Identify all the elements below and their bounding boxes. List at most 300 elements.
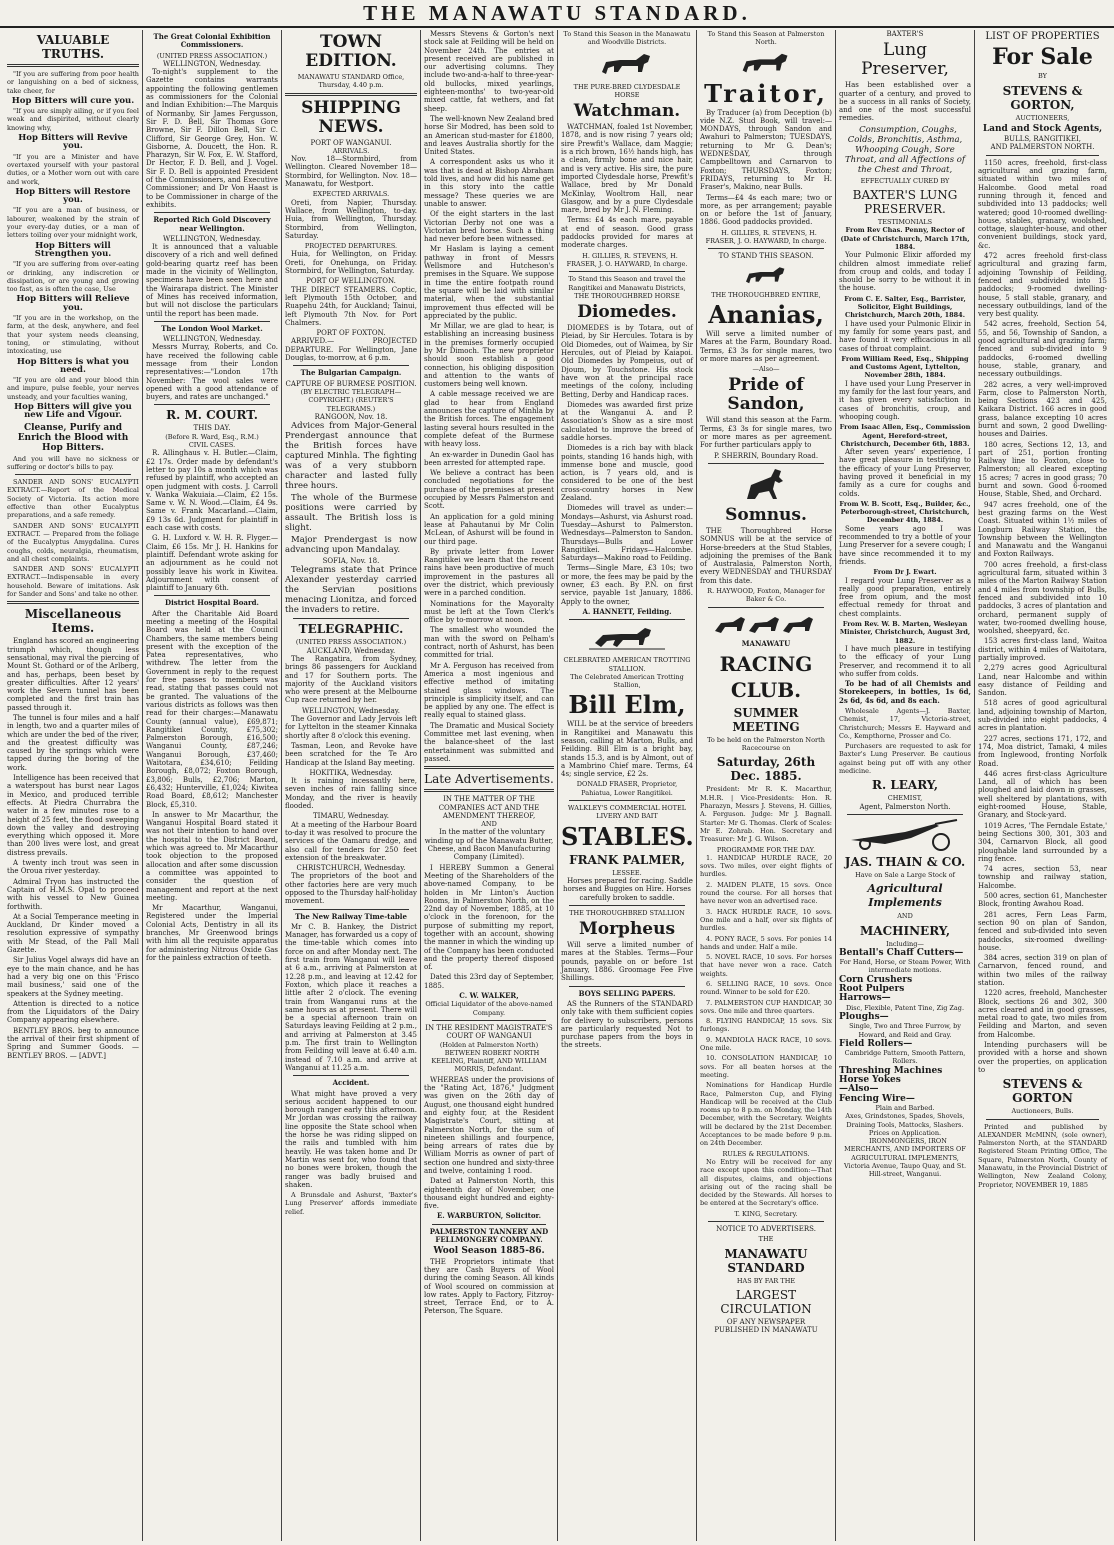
column-7 <box>836 30 975 1541</box>
dateline: RANGOON, Nov. 18. <box>314 412 388 421</box>
divider <box>293 365 409 366</box>
list-item: A twenty inch trout was seen in the Oroua river yesterday. <box>7 859 139 876</box>
ad-text: Terms—£4 4s each mare; two or more, as per arrangement; payable on or before the 1st of January, 1886. Good paddocks provided. <box>700 193 832 227</box>
dateline: HOKITIKA, Wednesday. <box>309 768 393 777</box>
notice-line: THE <box>758 1235 774 1244</box>
cleanse-sub: And you will have no sickness or suffering or doctor's bills to pay. <box>7 454 139 471</box>
article-text: The Governor and Lady Jervois left for Lyttelton in the steamer Kinnaka shortly after 8 o'clock this evening. <box>285 715 417 740</box>
watchman-heading: Watchman. <box>573 101 681 122</box>
list-item: 2. MAIDEN PLATE, 15 sovs. Once round the course. For all horses that have never won an advertised race. <box>700 880 832 906</box>
list-item: "If you are in the workshop, on the farm, at the desk, anywhere, and feel that your system needs cleansing, toning, or stimulating, without intoxicating, use <box>7 314 139 356</box>
article-text: What might have proved a very serious accident happened to our borough ranger early this afternoon. Mr Jordan was crossing the railway line opposite the State school when the horse he was riding slipped on the rails and tumbled with him heavily. He was taken home and Dr Martin was sent for, who found that no bones were broken, though the ranger was badly bruised and shaken. <box>285 1089 417 1189</box>
diomedes-lead: To Stand this Season and travel the Rangitikei and Manawatu Districts, <box>568 275 686 292</box>
list-item: 542 acres, freehold, Section 54, 55, and 56, Township of Sandon, a good agricultural and grazing farm; fenced and sub-divided into 9 paddocks, 6-roomed dwelling house, stable, granary, and necessary outbuildings. <box>978 320 1107 379</box>
notice-company: In the matter of the voluntary winding up of the Manawatu Butter, Cheese, and Bacon Manufacturing Company (Limited). <box>424 828 554 862</box>
subheading: (Before R. Ward, Esq., R.M.) <box>165 432 259 441</box>
list-item: Disc, Flexible, Patent Tine, Zig Zag. <box>845 1003 965 1012</box>
thain-heading: JAS. THAIN & CO. <box>844 854 966 869</box>
list-item: Horse Yokes <box>839 1075 901 1086</box>
article-text: Huia, for Wellington, on Friday. Oreti, for Onehunga, on Friday. Stormbird, for Wellington, Saturday. <box>285 250 417 276</box>
ad-text: Will stand this season at the Farm. Terms, £3 3s for single mares, two or more mares as per agreement. For further particulars apply to <box>700 416 832 450</box>
sold-by: To be had of all Chemists and Storekeepers, in bottles, 1s 6d, 2s 6d, 4s 6d, and 8s each. <box>839 679 971 705</box>
list-item: Hop Bitters will Relieve you. <box>16 294 130 313</box>
article-text: To-night's supplement to the Gazette contains warrants appointing the following gentlemen as commissioners for the Colonial and Indian Exhibition:—The Marquis of Normanby, Sir James Fergusson, Sir F. D. Bell, Sir Thomas Gore Browne, Sir F. Dillon Bell, Sir C. Clifford, Sir George Grey, Hon. W. Gisborne, A. Doucett, the Hon. R. Pharazyn, Sir W. Fox, E. W. Stafford, Dr Hector, F. D. Bell, and J. Vogel. Sir F. D. Bell is appointed President of the Commissioners, and Executive Commissioner; and Dr Von Haast is to be Commissioner in charge of the exhibits. <box>146 68 278 209</box>
tannery-sub: Wool Season 1885-86. <box>433 1246 545 1257</box>
article-text: The well-known New Zealand bred horse Sir Modred, has been sold to an American stud-master for £1800, and leaves Australia shortly for the United States. <box>424 114 554 157</box>
testimonial-text: I have much pleasure in testifying to the efficacy of your Lung Preserver, and recommend it to all who suffer from colds. <box>839 644 971 678</box>
article-text: We believe a contract has been concluded negotiations for the purchase of the premises at present occupied by Messrs Palmerston and Scott. <box>424 469 554 511</box>
ad-signature: A. HANNETT, Feilding. <box>582 606 672 616</box>
list-item: 153 acres first-class land, Waitoa district, within 4 miles of Waitotara, partially improved. <box>978 637 1107 662</box>
article-text: Advices from Major-General Prendergast announce that the British forces have captured Minhla. The fighting was of a very stubborn character and lasted fully three hours. <box>285 421 417 492</box>
divider <box>293 618 409 619</box>
divider <box>986 1119 1099 1120</box>
divider <box>154 595 270 596</box>
list-item: "If you are suffering from over-eating or drinking, any indiscretion or dissipation, or are young and growing too fast, as is often the case, Use <box>7 260 139 294</box>
list-item: The tunnel is four miles and a half in length, two and a quarter miles of which are under the bed of the river, and the greatest difficulty was caused by the springs which were tapped during the boring of the work. <box>7 714 139 772</box>
telegraphic-heading: TELEGRAPHIC. <box>298 622 404 637</box>
court-sub: (Holden at Palmerston North) <box>439 1040 539 1049</box>
testimonial-head: From Isaac Allen, Esq., Commission Agent, Hereford-street, Christchurch, December 6th, 1883. <box>839 423 971 448</box>
ad-signature: P. SHERRIN, Boundary Road. <box>713 451 819 460</box>
list-item: Root Pulpers <box>839 984 905 995</box>
ad-signature: H. GILLIES, R. STEVENS, H. FRASER, J. O. HAYWARD, In charge. <box>705 228 827 246</box>
racing-club-heading: RACING CLUB. <box>719 651 813 702</box>
leary-role: CHEMIST, <box>887 794 923 803</box>
list-item: 5. NOVEL RACE, 10 sovs. For horses that have never won a race. Catch weights. <box>700 953 832 978</box>
hospital-heading: District Hospital Board. <box>165 598 259 608</box>
article-text: G. H. Luxford v. W. H. R. Flyger.—Claim, £6 15s. Mr J. H. Hankins for plaintiff. Defendant wrote asking for an adjournment as he could not possibly leave his work in Kiwitea. Adjournment with consent of plaintiff to January 6th. <box>146 534 278 593</box>
misc-title: Miscellaneous Items. <box>24 607 122 636</box>
article-text: Mr Haslam is laying a cement pathway in front of Messrs Wellsmore and Hutcheson's premises in the Square. We suppose in time the entire footpath round the square will be laid with similar material, when the substantial improvement thus effected will be appreciated by the public. <box>424 245 554 320</box>
hop-bitters-list <box>7 70 139 420</box>
pride-heading: Pride of Sandon, <box>727 375 805 415</box>
list-item: 518 acres of good agricultural land, adjoining township of Marton, sub-divided into eight paddocks, 4 acres in plantation. <box>978 699 1107 733</box>
divider <box>154 404 270 405</box>
press-line: (UNITED PRESS ASSOCIATION.) <box>295 638 407 647</box>
meeting-location: To be held on the Palmerston North Racecourse on <box>707 735 825 753</box>
divider <box>424 789 554 792</box>
divider <box>424 766 554 769</box>
caution: Purchasers are requested to ask for Baxter's Lung Preserver. Be cautious against being put off with any other medicine. <box>839 742 971 776</box>
article-text: Telegrams state that Prince Alexander yesterday carried the Servian positions menacing Lionitza, and forced the invaders to retire. <box>285 565 417 616</box>
divider <box>7 64 139 67</box>
article-text: A Brunsdale and Ashurst, 'Baxter's Lung Preserver' affords immediate relief. <box>285 1191 417 1216</box>
leary-agent: Agent, Palmerston North. <box>859 802 951 811</box>
subheading: ARRIVALS. <box>332 146 370 155</box>
list-item: Single, Two and Three Furrow, by Howard, and Reid and Gray. <box>849 1022 961 1039</box>
hop-bitters-title: VALUABLE TRUTHS. <box>36 33 110 61</box>
list-item: SANDER AND SONS' EUCALYPTI EXTRACT.—Indispensable in every household. Beware of imitations. Ask for Sander and Sons' and take no other. <box>7 565 139 599</box>
list-item: Axes, Grindstones, Spades, Shovels, Draining Tools, Mattocks, Slashers. <box>845 1112 965 1129</box>
court-title: IN THE RESIDENT MAGISTRATE'S COURT OF WANGANUI <box>425 1023 553 1041</box>
list-item: 3. HACK HURDLE RACE, 10 sovs. One mile and a half, over six flights of hurdles. <box>700 907 832 933</box>
list-item: 700 acres freehold, a first-class agricultural farm, situated within 3 miles of the Marton Railway Station and 4 miles from township of Bulls, fenced and subdivided into 10 paddocks, 3 acres of plantation and orchard, permanent supply of water, two-roomed dwelling house, woolshed, sheepyard, &c. <box>978 560 1107 636</box>
ad-text: By Traducer (a) from Deception (b) vide N.Z. Stud Book, will travel:—MONDAYS, through Sandon and Awahuri to Palmerston; TUESDAYS, returning to Mr G. Dean's; WEDNESDAY, through Campbelltown and Carnarvon to Foxton; THURSDAYS, Foxton; FRIDAYS, returning to Mr H. Fraser's, Makino, near Bulls. <box>700 108 832 192</box>
article-text: An ex-warder in Dunedin Gaol has been arrested for attempted rape. <box>424 450 554 467</box>
list-item: SANDER AND SONS' EUCALYPTI EXTRACT.—Report of the Medical Society of Victoria. Its action more effective than other Eucalyptus preparations, and a safe remedy. <box>7 478 139 520</box>
list-item: Attention is directed to a notice from the Liquidators of the Dairy Company appearing elsewhere. <box>7 999 139 1025</box>
column-4 <box>421 30 558 1541</box>
ad-text: AS the Runners of the STANDARD only take with them sufficient copies for delivery to subscribers, persons are particularly requested Not to purchase papers from the boys in the streets. <box>561 999 693 1050</box>
ad-text: WATCHMAN, foaled 1st November, 1878, and is now rising 7 years old; sire Prewfit's Wallace, dam Maggie; is a rich brown, 16½ hands high, has a clean, firmly bone and nice hair, and is very active. His sire, the pure imported Clydesdale horse, Prewfit's Wallace, bred by Mr Donald McKinlay, Wooltrom Hall, near Glasgow, and by a pure Clydesdale mare, bred by Mr J. N. Fleming. <box>561 123 693 215</box>
list-item: BENTLEY BROS. beg to announce the arrival of their first shipment of Spring and Summer Goods. — BENTLEY BROS. — [ADVT.] <box>7 1026 139 1060</box>
testimonial-text: Your Pulmonic Elixir afforded my children almost immediate relief from croup and colds, and today I should be sorry to be without it in the house. <box>839 251 971 293</box>
list-item: 6. SELLING RACE, 10 sovs. Once round. Winner to be sold for £20. <box>700 980 832 997</box>
closing-role: Auctioneers, Bulls. <box>1011 1107 1074 1116</box>
article-text: Mr Millar, we are glad to hear, is establishing an increasing business in the premises formerly occupied by Mr Dimoch. The new proprietor should soon establish a good connection, his obliging disposition and attention to the wants of customers being well known. <box>424 322 554 389</box>
agency-place: BULLS, RANGITIKEI, <box>1004 135 1081 144</box>
ad-text: Has been established over a quarter of a century, and proved to be a success in all ranks of Society, and one of the most successful remedies. <box>839 81 971 123</box>
subheading: PORT OF WELLINGTON. <box>306 277 396 286</box>
divider <box>569 800 685 801</box>
list-item: For Hand, Horse, or Steam Power, With intermediate motions. <box>839 958 971 975</box>
racing-club-sub: MANAWATU <box>741 638 791 648</box>
list-item: Admiral Tryon has instructed the Captain of H.M.S. Opal to proceed with his vessel to New Guinea forthwith. <box>7 877 139 911</box>
list-item: Hop Bitters will Revive you. <box>18 133 128 152</box>
subheading: (BY ELECTRIC TELEGRAPH—COPYRIGHT.) (REUTER'S TELEGRAMS.) <box>300 387 402 413</box>
bill-elm-sub: CELEBRATED AMERICAN TROTTING STALLION. <box>563 656 691 673</box>
list-item: 1150 acres, freehold, first-class agricultural and grazing farm, situated within two miles of Halcombe. Good metal road running through it, fenced and subdivided into 13 paddocks; well watered; good 10-roomed dwelling-house, stables, granary, woolshed, cottage, slaughter-house, and other convenient buildings, stock yard, &c. <box>978 158 1107 250</box>
ad-text: WILL be at the service of breeders in Rangitikei and Manawatu this season, calling at Marton, Bulls, and Feilding. Bill Elm is a bright bay, stands 15.3, and is by Almont, out of a Mambrino Chief mare. Terms, £4 4s; single service, £2 2s. <box>561 720 693 779</box>
list-item: Bentall's Chaff Cutters— <box>839 947 964 958</box>
by-label: BY <box>1038 72 1047 81</box>
diomedes-heading: Diomedes. <box>577 302 677 323</box>
article-text: Nominations for the Mayoralty must be left at the Town Clerk's office by to-morrow at noon. <box>424 599 554 625</box>
imprint: Printed and published by ALEXANDER McMINN, (sole owner), Palmerston North, at the STANDARD Registered Steam Printing Office, The Square, Palmerston North, County of Manawatu, in the Provincial District of Wellington, New Zealand Colony, Proprietor, NOVEMBER 19, 1885 <box>978 1122 1107 1189</box>
list-item: 282 acres, a very well-improved Farm, close to Palmerston North, being Sections 423 and 425, Kaikara District. 166 acres in good grass, balance excepting 10 acres burnt and sown, 2 good Dwelling-houses and Dairies. <box>978 380 1107 439</box>
tannery-body: THE Proprietors intimate that they are Cash Buyers of Wool during the coming Season. All kinds of Wool scoured on commission at low rates. Apply to Factory, Fitzroy-street, Terrace End, or to A. Peterson, The Square. <box>424 1257 554 1316</box>
testimonial-head: From Rev. W. B. Marten, Wesleyan Minister, Christchurch, August 3rd, 1882. <box>839 620 971 645</box>
article-text: By private letter from Lower Rangitikei we learn that the recent rains have been productive of much improvement in the pastures all over the district, which previously were in a parched condition. <box>424 547 554 598</box>
ad-text: DIOMEDES is by Totara, out of Pleiad, by Sir Hercules. Totara is by Old Diomedes, out of Waimea, by Sir Hercules, out of Pleiad by Kaiapoi. Old Diomedes by Pompeius, out of Djoum, by Touchstone. His stock have won at the principal race meetings of the colony, including Betting, Derby and Handicap races. <box>561 324 693 399</box>
list-item: "If you are a man of business, or labourer, weakened by the strain of your every-day duties, or a man of letters toiling over your midnight work, <box>7 206 139 240</box>
nominations-text: Nominations for Handicap Hurdle Race, Palmerston Cup, and Flying Handicap will be received at the Club rooms up to 8 p.m. on Monday, the 14th December, with the Secretary. Weights will be declared by the 21st December. Acceptances to be made before 9 p.m. on 24th December. <box>700 1081 832 1148</box>
diomedes-sub: THE THOROUGHBRED HORSE <box>574 291 680 300</box>
divider <box>569 619 685 620</box>
trotting-horse-icon <box>587 623 667 653</box>
thain-and: AND <box>897 912 913 921</box>
subheading: PROJECTED DEPARTURES. <box>304 242 398 251</box>
list-item: 446 acres first-class Agriculture Land, all of which has been ploughed and laid down in grasses, well sheltered by plantations, with eight-roomed House, Stable, Granary, and Stock-yard. <box>978 769 1107 820</box>
ad-text: THE Thoroughbred Horse SOMNUS will be at the service of Horse-breeders at the Stud Stables, adjoining the premises of the Bank of Australasia, Palmerston North, every WEDNESDAY and THURSDAY from this date. <box>700 526 832 585</box>
list-item: 384 acres, section 319 on plan of Carnarvon, fenced round, and within two miles of the railway station. <box>978 954 1107 987</box>
programme-heading: PROGRAMME FOR THE DAY. <box>716 845 816 854</box>
ad-text: Will serve a limited number of Mares at the Farm, Boundary Road. Terms, £3 3s for single mares, two or more mares as per agreement. <box>700 329 832 363</box>
divider <box>285 93 417 96</box>
divider <box>708 463 824 464</box>
article-text: Oreti, from Napier, Thursday. Wallace, from Wellington, to-day. Huia, from Wellington, Thursday. Stormbird, from Wellington, Saturday. <box>285 198 417 240</box>
article-text: Tasman, Leon, and Revoke have been scratched for the Te Aro Handicap at the Island Bay meeting. <box>285 741 417 767</box>
ad-text: Terms: £4 4s each mare, payable at end of season. Good grass paddocks provided for mares at moderate charges. <box>561 216 693 250</box>
press-line: (UNITED PRESS ASSOCIATION.) <box>156 51 268 60</box>
divider <box>154 212 270 213</box>
divider <box>569 905 685 906</box>
article-text: It is raining incessantly here, seven inches of rain falling since Monday, and the river is heavily flooded. <box>285 777 417 811</box>
wool-heading: The London Wool Market. <box>161 323 263 333</box>
list-item: 9. MANDIOLA HACK RACE, 10 sovs. One mile. <box>700 1035 832 1053</box>
court-date: Dated at Palmerston North, this eighteenth day of November, one thousand eight hundred and eighty-five. <box>424 1177 554 1211</box>
divider <box>708 248 824 249</box>
town-edition-heading: TOWN EDITION. <box>305 32 397 71</box>
masthead <box>0 0 1114 28</box>
article-text: Nov. 18—Stormbird, from Wellington. Cleared November 18—Stormbird, for Wellington. Nov. 18—Manawatu, for Westport. <box>285 155 417 189</box>
horse-icon <box>736 264 796 288</box>
thain-footer: IRONMONGERS, IRON MERCHANTS, AND IMPORTERS OF AGRICULTURAL IMPLEMENTS, Victoria Avenue, Taupo Quay, and St. Hill-street, Wanganui. <box>843 1137 967 1179</box>
article-text: Mr C. B. Hankey, the District Manager, has forwarded us a copy of the time-table which comes into force on and after Monday next. The first train from Wanganui will leave at 6 a.m., arriving at Palmerston at 12.28 p.m., and leaving at 12.42 for Foxton, which place it reaches a little after 2 o'clock. The evening train from Wanganui runs at the same hours as at present. There will be a special afternoon train on Saturdays leaving Feilding at 2 p.m., and arriving at Palmerston at 3.45 p.m. The first train to Wellington from Feilding will leave at 6.40 a.m. instead of 7.10 a.m. and arrive at Wanganui at 11.25 a.m. <box>285 922 417 1072</box>
notice-paper: MANAWATU STANDARD <box>724 1246 808 1275</box>
bulgarian-heading: The Bulgarian Campaign. <box>300 368 402 378</box>
column-8 <box>975 30 1110 1541</box>
implement-list <box>839 949 971 1137</box>
court-signature: E. WARBURTON, Solicitor. <box>436 1211 542 1221</box>
meeting-date: Saturday, 26th Dec. 1885. <box>716 755 816 784</box>
list-item: Hop Bitters is what you need. <box>16 356 130 375</box>
list-item: 1220 acres, freehold, Manchester Block, sections 26 and 302, 300 acres cleared and in good grasses, metal road to gate, two miles from Feilding and Marton, and seven from Halcombe. <box>978 989 1107 1039</box>
divider <box>708 1221 824 1222</box>
stallion-lead: To Stand this Season in the Manawatu and Woodville Districts. <box>563 30 691 47</box>
divider <box>432 1224 546 1225</box>
divider <box>7 601 139 604</box>
testimonial-text: After seven years' experience, I have great pleasure in testifying to the efficacy of your Lung Preserver, having proved it beneficial in my family as a cure for coughs and colds. <box>839 448 971 498</box>
watchman-sub: THE PURE-BRED CLYDESDALE HORSE <box>573 82 681 99</box>
ananias-heading: Ananias, <box>708 299 824 329</box>
dateline: WELLINGTON, Wednesday. <box>162 59 261 68</box>
article-text: The whole of the Burmese positions were carried by assault. The British loss is slight. <box>285 493 417 534</box>
article-text: After the Charitable Aid Board meeting a meeting of the Hospital Board was held at the Council Chambers, the same members being present with the exception of the Patea representatives, who withdrew. The letter from the Government in reply to the request for free passes to members was read, stating that passes could not be granted. The valuations of the various districts as follows was then read for their charges:—Manawatu County (annual value), £69,871; Rangitikei County, £75,302; Palmerston Borough, £16,500; Wanganui County, £87,246; Wanganui Borough, £37,460; Waitotara, £34,610; Feilding Borough, £8,072; Foxton Borough, £3,806; Bulls, £2,706; Marton, £6,432; Hunterville, £1,024; Kiwitea Road Board, £8,612; Manchester Block, £5,310. <box>146 609 278 809</box>
list-item: 10. CONSOLATION HANDICAP, 10 sovs. For all beaten horses at the meeting. <box>700 1054 832 1079</box>
list-item: 1. HANDICAP HURDLE RACE, 20 sovs. Two miles, over eight flights of hurdles. <box>700 853 832 879</box>
list-item: Hop Bitters will cure you. <box>11 95 135 106</box>
columns <box>4 30 1110 1541</box>
dateline: WELLINGTON, Wednesday. <box>162 335 261 344</box>
accident-heading: Accident. <box>332 1078 370 1088</box>
article-text: The Dramatic and Musical Society Committee met last evening, when the balance-sheet of the last entertainment was submitted and passed. <box>424 721 554 763</box>
rm-court-heading: R. M. COURT. <box>166 408 258 423</box>
masthead-title: THE MANAWATU STANDARD. <box>363 1 751 25</box>
ad-text: Diomedes will travel as under:— Mondays—Ashurst, via Ashurst road. Tuesday—Ashurst to Palmerston. Wednesdays—Palmerston to Sandon. Thursdays—Bulls and Lower Rangitikei. Fridays—Halcombe. Saturdays—Makino road to Feilding. <box>561 504 693 563</box>
list-item: Field Rollers— <box>839 1038 913 1049</box>
testimonial-text: I have used your Pulmonic Elixir in my family for some years past, and have found it very efficacious in all cases of throat complaint. <box>839 319 971 353</box>
notice-line: OF ANY NEWSPAPER <box>726 1317 806 1326</box>
testimonial-head: From Dr J. Ewart. <box>873 568 937 577</box>
court-parties: BETWEEN ROBERT NORTH KEELING, Plaintiff, AND WILLIAM MORRIS, Defendant. <box>431 1048 547 1074</box>
agency-heading: STEVENS & GORTON, <box>1002 83 1083 112</box>
testimonial-head: From W. B. Scott, Esq., Builder, &c., Peterborough-street, Christchurch, December 4th, 1884. <box>839 499 971 525</box>
list-item: 472 acres freehold first-class agricultural and grazing farm, adjoining Township of Feilding, fenced and subdivided into 15 paddocks; 9-roomed dwelling-house, 5 stall stable, granary, and necessary outbuildings, land of the very best quality. <box>978 252 1107 319</box>
notice-line: PUBLISHED IN MANAWATU <box>714 1326 818 1335</box>
article-text: Messrs Stevens & Gorton's next stock sale at Feilding will be held on November 24th. The entries at present received are published in our advertising columns. They include two-and-a-half to three-year-old bullocks, mixed yearlings, eighteen-months' to two-year-old mixed cattle, fat wethers, and fat sheep. <box>424 30 555 113</box>
subheading: PORT OF FOXTON. <box>316 329 386 338</box>
divider <box>569 986 685 987</box>
rules-heading: RULES & REGULATIONS. <box>722 1149 810 1158</box>
list-item: At a Social Temperance meeting in Auckland, Dr Kinder moved a resolution expressive of sympathy with Mr Stead, of the Pall Mall Gazette. <box>7 912 139 955</box>
notice-signature: C. W. WALKER, <box>459 991 519 1001</box>
notice-and: AND <box>481 820 497 829</box>
notice-body: I HEREBY Summon a General Meeting of the Shareholders of the above-named Company, to be holden in Mr Linton's Auction Rooms, in Palmerston North, on the 22nd day of November, 1885, at 10 o'clock in the forenoon, for the purpose of submitting my report, together with an account, showing the manner in which the winding up of the Company has been conducted and the property thereof disposed of. <box>424 863 554 972</box>
sander-ads <box>7 478 139 598</box>
list-item: Intelligence has been received that a waterspout has burst near Lagos in Mexico, and produced terrible effects. At Piedra Churrabra the water in a few minutes rose to a height of 25 feet, the flood sweeping down the valley and destroying everything which opposed it. More than 200 lives were lost, and great distress prevails. <box>7 774 139 857</box>
shipping-heading: SHIPPING NEWS. <box>301 97 401 137</box>
baxter-heading: Lung Preserver, <box>861 40 949 80</box>
list-item: "If you are a Minister and have overtaxed yourself with your pastoral duties, or a Mother worn out with care and work, <box>7 152 139 186</box>
list-item: 227 acres, sections 171, 172, and 174, Moa district, Tamaki, 4 miles from Inglewood, fronting Norfolk Road. <box>978 734 1107 768</box>
article-text: THE DIRECT STEAMERS. Coptic, left Plymouth 15th October, and Ruapehu 24th, for Auckland; Tainui, left Plymouth 7th Nov. for Port Chalmers. <box>285 285 417 327</box>
article-text: Of the eight starters in the last Victorian Derby not one was a Victorian bred horse. Such a thing had never before been witnessed. <box>424 210 554 244</box>
list-item: Sir Julius Vogel always did have an eye to the main chance, and he has had a very big one on this 'Frisco mail business,' said one of the speakers at the Sydney meeting. <box>7 956 139 998</box>
subheading: CIVIL CASES. <box>188 441 236 450</box>
article-text: Major Prendergast is now advancing upon Mandalay. <box>285 535 417 556</box>
article-text: A cable message received we are glad to hear from England announces the capture of Minhla by the British forces. The engagement lasting several hours resulted in the complete defeat of the Burmese with heavy loss. <box>424 390 554 449</box>
bill-elm-heading: Bill Elm, <box>568 690 686 720</box>
morpheus-sub: THE THOROUGHBRED STALLION <box>569 908 685 917</box>
divider <box>432 1020 546 1021</box>
exhibition-heading: The Great Colonial Exhibition Commissioners. <box>153 32 271 50</box>
baxter-heading-2: BAXTER'S LUNG PRESERVER. <box>852 188 958 217</box>
baxter-sub: BAXTER'S <box>886 30 924 38</box>
gold-heading: Reported Rich Gold Discovery near Wellington. <box>153 215 271 233</box>
article-text: The smallest who wounded the man with the sword on Pelham's contract, north of Ashurst, has been committed for trial. <box>424 626 554 660</box>
thain-sub: Have on Sale a Large Stock of <box>855 870 955 879</box>
list-item: 947 acres freehold, one of the best grazing farms on the West Coast. Situated within 1½ miles of Longburn Railway Station, the Township between the Wellington and Manawatu and the Wanganui and Foxton Railways. <box>978 500 1107 559</box>
subheading: PORT OF WANGANUI. <box>310 138 392 147</box>
article-text: R. Allinghaus v. H. Butler.—Claim, £2 17s. Order made by defendant's letter to pay 10s a month which was refused by plaintiff, who accepted an open judgment with costs. J. Carroll v. Wanka Wakuiaia.—Claim, £2 15s. Same v. W. N. Wood.—Claim, £4 9s. Same v. Frank Macarland.—Claim, £9 13s 6d. Judgment for plaintiff in each case with costs. <box>146 449 278 533</box>
list-item: Plain and Barbed. <box>875 1103 935 1112</box>
stables-lessee-name: FRANK PALMER, <box>569 852 685 867</box>
ad-text: Diomedes was awarded first prize at the Wanganui A. and P. Association's Show as a sire most calculated to improve the breed of saddle horses. <box>561 400 693 442</box>
divider <box>986 155 1099 156</box>
late-ads-heading: Late Advertisements. <box>424 772 554 787</box>
list-item: 1019 Acres, 'The Ferndale Estate,' being Sections 300, 301, 303 and 304, Carnarvon Block, all good ploughable land surrounded by a ring fence. <box>978 821 1107 863</box>
ailments: Consumption, Coughs, Colds, Bronchitis, Asthma, Whooping Cough, Sore Throat, and all Affections of the Chest and Throat, <box>844 124 966 175</box>
ad-text: Diomedes is a rich bay with black points, standing 16 hands high, with immense bone and muscle, good action, is 7 years old, and is considered to be one of the best cross-country horses in New Zealand. <box>561 444 693 503</box>
agency-role-2: Land and Stock Agents, <box>982 123 1103 134</box>
article-text: A correspondent asks us who it was that is dead at Bishop Abraham told lives, and how did his name get in this story into the cattle message? These queries we are unable to answer. <box>424 158 554 208</box>
cleanse-heading: Cleanse, Purify and Enrich the Blood with Hop Bitters. <box>17 422 129 453</box>
article-text: Mr Macarthur, Wanganui, Registered under the Imperial Colonial Acts, Dentistry in all its branches, Mr Greenwood brings with him all the requisite apparatus for administering Nitrous Oxide Gas for the painless extraction of teeth. <box>146 904 278 962</box>
list-item: Harrows— <box>839 993 891 1004</box>
article-text: An application for a gold mining lease at Pahautanui by Mr Colin McLean, of Ashurst will be found in our third page. <box>424 512 554 546</box>
notice-advertisers: NOTICE TO ADVERTISERS. <box>716 1225 816 1234</box>
divider <box>293 1075 409 1076</box>
ad-text: Horses prepared for racing. Saddle horses and Buggies on Hire. Horses carefully broken to saddle. <box>562 876 693 902</box>
testimonial-head: From C. E. Salter, Esq., Barrister, Solicitor, Eight Buildings, Christchurch, March 20th, 1884. <box>844 294 966 320</box>
cured-by: EFFECTUALLY CURED BY <box>860 176 950 185</box>
subheading: CAPTURE OF BURMESE POSITION. <box>285 379 417 388</box>
property-list <box>978 159 1107 1039</box>
list-item: 500 acres, section 61, Manchester Block, fronting Awahou Road. <box>978 892 1107 909</box>
horse-icon <box>731 50 801 78</box>
list-heading: LIST OF PROPERTIES <box>985 31 1100 42</box>
list-item: 2,279 acres good Agricultural Land, near Halcombe and within easy distance of Feilding and Sandon. <box>978 664 1107 698</box>
notice-circulation: LARGEST CIRCULATION <box>720 1287 812 1316</box>
stables-sub: WALKLEY'S COMMERCIAL HOTEL LIVERY AND BAIT <box>567 804 687 821</box>
rules-text: No Entry will be received for any race except upon this condition:—That all disputes, claims, and objections arising out of the racing shall be decided by the Stewards. All horses to be entered at the Secretary's office. <box>700 1157 832 1208</box>
agency-place: AND PALMERSTON NORTH. <box>990 143 1095 152</box>
divider <box>293 909 409 910</box>
divider <box>708 607 824 608</box>
morpheus-heading: Morpheus <box>578 919 676 940</box>
bill-elm-sub: The Celebrated American Trotting Stallion, <box>570 672 684 690</box>
agents: Wholesale Agents—J. Baxter, Chemist, 17, Victoria-street, Christchurch; Messrs E. Hayward and Co., Kempthorne, Prosser and Co. <box>839 707 971 740</box>
list-item: Ploughs— <box>839 1011 889 1022</box>
tannery-title: PALMERSTON TANNERY AND FELLMONGERY COMPANY. <box>429 1226 549 1245</box>
list-item: Hop Bitters will Restore you. <box>15 186 131 206</box>
implements-heading: Agricultural Implements <box>867 882 943 910</box>
programme-list <box>700 854 832 1079</box>
article-text: In answer to Mr Macarthur, the Wanganui Hospital Board stated it was not their intention to hand over the hospital to the District Board, which was agreed to. Mr Macarthur took objection to the proposed allocation and after some discussion a committee was appointed to consider the question of management and report at the next meeting. <box>146 810 278 902</box>
list-item: Hop Bitters will give you new Life and Vigour. <box>14 401 132 421</box>
dateline: MANAWATU STANDARD Office, Thursday, 4.40 p.m. <box>297 73 405 90</box>
somnus-heading: Somnus. <box>725 504 807 525</box>
notice-role: Official Liquidator of the above-named Company. <box>425 1000 553 1017</box>
including-label: Including— <box>886 939 924 948</box>
list-item: Corn Crushers <box>839 974 913 985</box>
notice-date: Dated this 23rd day of September, 1885. <box>424 973 554 990</box>
ad-signature: T. KING, Secretary. <box>734 1209 798 1218</box>
column-6 <box>697 30 836 1541</box>
testimonial-text: I regard your Lung Preserver as a really good preparation, entirely free from opium, and the most effectual remedy for throat and chest complaints. <box>839 576 971 618</box>
divider <box>569 271 685 272</box>
notice-title: IN THE MATTER OF THE COMPANIES ACT AND THE AMENDMENT THEREOF, <box>438 795 540 820</box>
horse-icon <box>592 50 662 80</box>
subheading: EXPECTED ARRIVALS. <box>312 190 390 199</box>
list-item: 180 acres, Sections 12, 13, and part of 251, portion fronting Railway line to Foxton, close to Palmerston; all cleared excepting 15 acres; 7 acres in good grass; 70 burnt and sown. Good 6-roomed House, Stable, Shed, and Orchard. <box>978 440 1107 499</box>
list-item: 281 acres, Fern Leas Farm, section 90 on plan of Sandon, fenced and sub-divided into seven paddocks, six-roomed dwelling-house. <box>978 910 1107 952</box>
traitor-heading: Traitor, <box>704 78 828 108</box>
testimonial-head: From William Reed, Esq., Shipping and Customs Agent, Lyttelton, November 28th, 1884. <box>841 354 969 380</box>
divider <box>847 814 963 815</box>
ananias-lead: TO STAND THIS SEASON. <box>718 252 814 261</box>
ad-text: Will serve a limited number of mares at the Stables. Terms—Four pounds, payable on or before 1st January, 1886. Groomage Fee Five Shillings. <box>561 941 693 983</box>
list-item: 8. FLYING HANDICAP, 15 sovs. Six furlongs. <box>700 1017 832 1034</box>
article-text: The proprietors of the boot and other factories here are very much opposed to the Thursday half-holiday movement. <box>285 872 417 906</box>
column-5 <box>558 30 697 1541</box>
ad-signature: R. HAYWOOD, Foxton, Manager for Baker & Co. <box>707 586 825 604</box>
list-item: Prices on Application. <box>868 1128 942 1137</box>
article-text: It is announced that a valuable discovery of a rich and well defined gold-bearing quartz reef has been made in the vicinity of Wellington, specimens have been seen here and the Wairarapa district. The Minister of Mines has received information, but will not disclose the particulars until the report has been made. <box>146 243 278 318</box>
agency-role: AUCTIONEERS, <box>1015 113 1070 122</box>
column-2 <box>143 30 282 1541</box>
testimonial-text: I have used your Lung Preserver in my family for the last four years, and it has given every satisfaction in cases of bronchitis, croup, and whooping cough. <box>839 379 971 421</box>
list-item: 74 acres, section 53, near township and railway station, Halcombe. <box>978 865 1107 890</box>
misc-items <box>7 637 139 1060</box>
article-text: Mr A. Ferguson has received from America a most ingenious and effective method of imitating stained glass windows. The principle is simplicity itself, and can be applied by any one. The effect is really equal to stained glass. <box>424 661 554 720</box>
court-body: WHEREAS under the provisions of the "Rating Act, 1876," Judgment was given on the 26th day of August, one thousand eight hundred and eighty four, at the Resident Magistrate's Court, sitting at Palmerston North, for the sum of nineteen shillings and fourpence, being arrears of rates due by William Morris as owner of part of section one hundred and sixty-three and twelve, containing 1 rood. <box>424 1075 554 1175</box>
stables-lessee: LESSEE. <box>612 868 642 877</box>
divider <box>154 321 270 322</box>
list-item: "If you are simply ailing, or if you feel weak and dispirited, without clearly knowing why, <box>7 107 139 132</box>
list-item: Fencing Wire— <box>839 1093 915 1104</box>
divider <box>15 474 131 475</box>
railway-heading: The New Railway Time-table <box>295 911 407 921</box>
list-item: —Also— <box>839 1084 879 1095</box>
officials: President: Mr R. K. Macarthur, M.H.R. | Vice-Presidents: Hon. R. Pharazyn, Messrs J. Stevens, H. Gillies, A. Ferguson. Judge: Mr J. Bagnall. Starter: Mr G. Thomas. Clerk of Scales: Mr E. Zohrab. Hon. Secretary and Treasurer: Mr J. G. Wilson. <box>700 785 832 844</box>
list-item: "If you are old and your blood thin and impure, pulse feeble, your nerves unsteady, and your faculties waning, <box>7 376 139 401</box>
testimonial-text: Some years ago I was recommended to try a bottle of your Lung Preserver for a severe cough; I have since recommended it to my friends. <box>839 524 971 566</box>
rearing-horse-icon <box>731 467 801 503</box>
boys-heading: BOYS SELLING PAPERS. <box>578 988 676 998</box>
list-item: 4. PONY RACE, 5 sovs. For ponies 14 hands and under. Half a mile. <box>700 934 832 951</box>
dateline: SOFIA, Nov. 18. <box>322 557 380 566</box>
traitor-lead: To Stand this Season at Palmerston North. <box>707 30 825 47</box>
dateline: WELLINGTON, Wednesday. <box>162 234 261 243</box>
article-text: The Rangatira, from Sydney, brings 86 passengers for Auckland and 17 for Southern ports. The majority of the Auckland visitors who were present at the Melbourne Cup race returned by her. <box>285 654 417 705</box>
ad-signature: H. GILLIES, R. STEVENS, H. FRASER, J. O. HAYWARD, In charge. <box>566 251 688 268</box>
subheading: THIS DAY. <box>193 424 231 433</box>
racehorses-icon <box>711 611 821 637</box>
list-item: Hop Bitters will Strengthen you. <box>34 240 112 259</box>
